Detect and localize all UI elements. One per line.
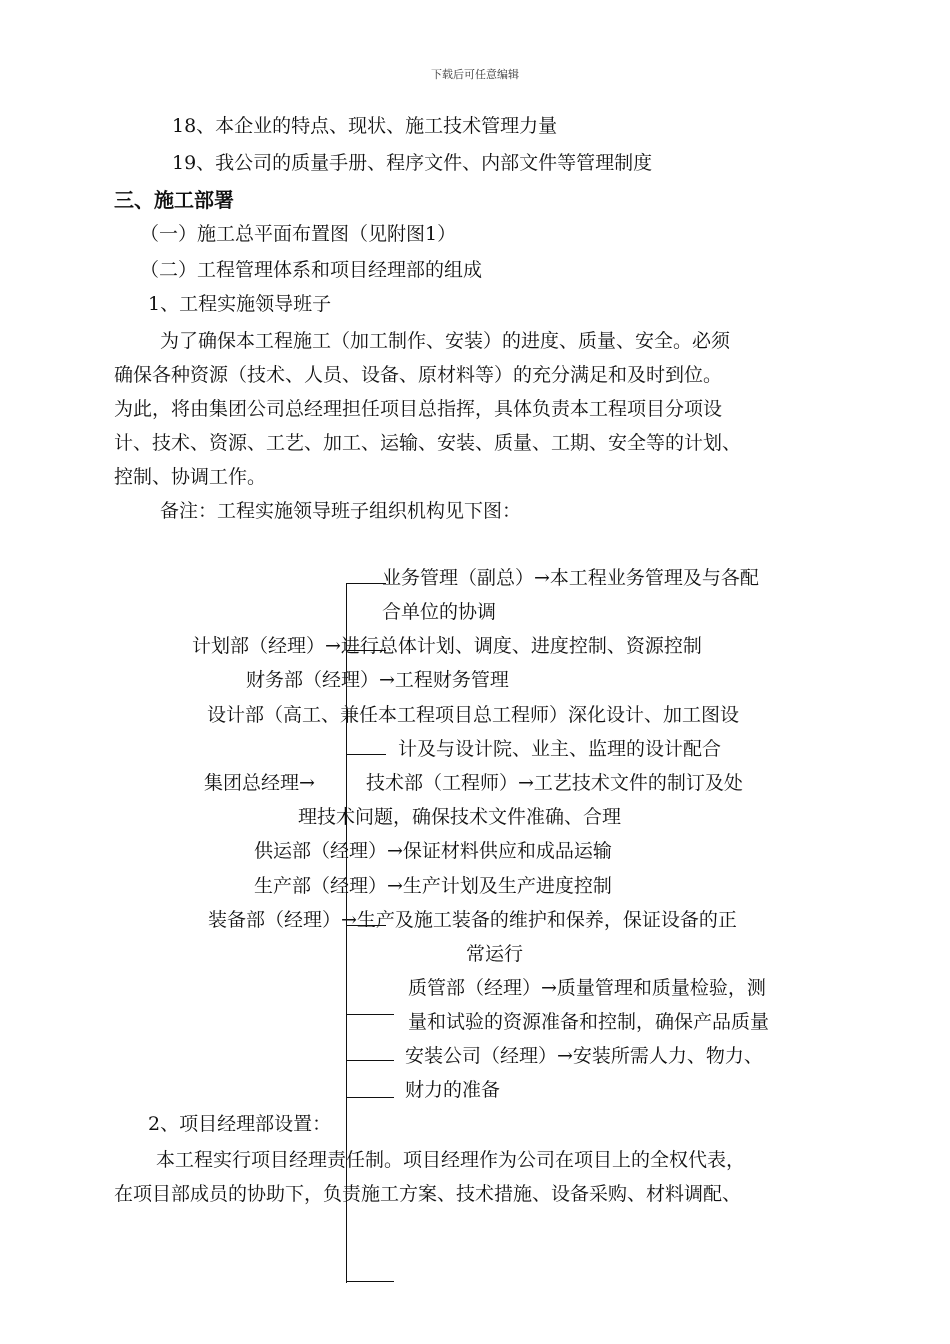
org-item-supply: 供运部（经理）→保证材料供应和成品运输: [254, 840, 612, 862]
org-item-equipment-cont: 常运行: [466, 943, 524, 965]
org-item-finance: 财务部（经理）→工程财务管理: [246, 669, 509, 691]
subsection-2: （二）工程管理体系和项目经理部的组成: [140, 259, 483, 281]
org-item-design: 设计部（高工、兼任本工程项目总工程师）深化设计、加工图设: [207, 704, 740, 726]
paragraph-line: 本工程实行项目经理责任制。项目经理作为公司在项目上的全权代表，: [156, 1149, 746, 1171]
org-branch-line: [346, 754, 386, 755]
org-item-tech-cont: 理技术问题，确保技术文件准确、合理: [298, 806, 622, 828]
section-heading: 三、施工部署: [114, 188, 234, 212]
org-item-planning: 计划部（经理）→进行总体计划、调度、进度控制、资源控制: [192, 635, 702, 657]
paragraph-line: 为此，将由集团公司总经理担任项目总指挥，具体负责本工程项目分项设: [114, 398, 723, 420]
page-header-note: 下载后可任意编辑: [431, 68, 519, 81]
subsection-1: （一）施工总平面布置图（见附图1）: [140, 223, 457, 245]
org-item-design-cont: 计及与设计院、业主、监理的设计配合: [398, 738, 722, 760]
org-item-tech: 技术部（工程师）→工艺技术文件的制订及处: [366, 772, 743, 794]
org-item-quality-cont: 量和试验的资源准备和控制，确保产品质量: [408, 1011, 770, 1033]
paragraph-line: 为了确保本工程施工（加工制作、安装）的进度、质量、安全。必须: [160, 330, 731, 352]
org-item-install: 安装公司（经理）→安装所需人力、物力、: [405, 1045, 763, 1067]
org-root: 集团总经理→: [204, 772, 315, 794]
list-item-18: 18、本企业的特点、现状、施工技术管理力量: [172, 115, 558, 137]
subsection-2-2: 2、项目经理部设置：: [148, 1113, 332, 1135]
subsection-2-1: 1、工程实施领导班子: [148, 293, 332, 315]
org-branch-line: [346, 1060, 394, 1061]
paragraph-line: 在项目部成员的协助下，负责施工方案、技术措施、设备采购、材料调配、: [114, 1183, 742, 1205]
paragraph-line: 确保各种资源（技术、人员、设备、原材料等）的充分满足和及时到位。: [114, 364, 723, 386]
paragraph-line: 计、技术、资源、工艺、加工、运输、安装、质量、工期、安全等的计划、: [114, 432, 742, 454]
org-item-quality: 质管部（经理）→质量管理和质量检验，测: [408, 977, 766, 999]
list-item-19: 19、我公司的质量手册、程序文件、内部文件等管理制度: [172, 152, 653, 174]
org-item-production: 生产部（经理）→生产计划及生产进度控制: [254, 875, 612, 897]
org-item-business: 业务管理（副总）→本工程业务管理及与各配: [382, 567, 759, 589]
org-branch-line: [346, 1097, 394, 1098]
paragraph-line: 控制、协调工作。: [114, 466, 267, 488]
org-item-business-cont: 合单位的协调: [382, 601, 497, 623]
org-item-install-cont: 财力的准备: [405, 1079, 501, 1101]
org-item-equipment: 装备部（经理）→生产及施工装备的维护和保养，保证设备的正: [208, 909, 737, 931]
org-branch-line: [346, 1281, 394, 1282]
org-chart-note: 备注：工程实施领导班子组织机构见下图：: [160, 500, 522, 522]
org-branch-line: [346, 1014, 394, 1015]
org-branch-line: [346, 583, 386, 584]
